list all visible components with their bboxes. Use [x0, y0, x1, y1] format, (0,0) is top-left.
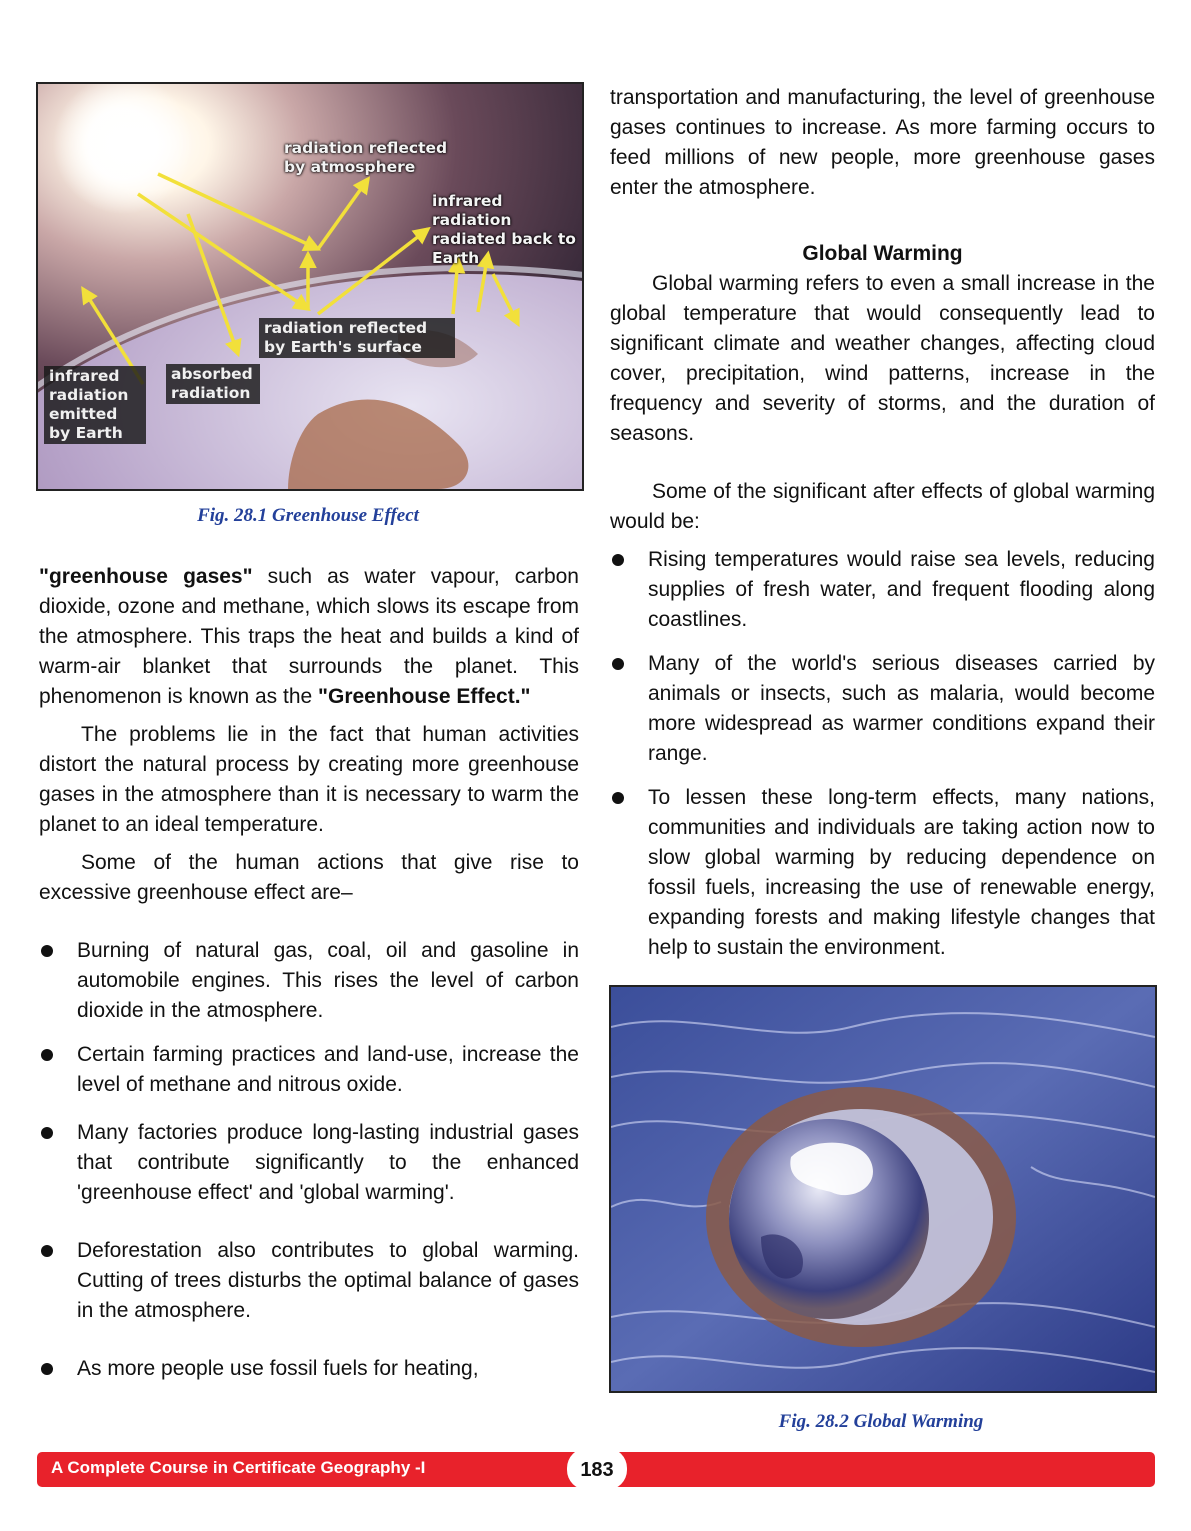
label-infrared-emitted: infrared radiation emitted by Earth — [44, 366, 146, 444]
figure-1-caption: Fig. 28.1 Greenhouse Effect — [197, 505, 419, 526]
list-item: Burning of natural gas, coal, oil and gasoline in automobile engines. This rises the level of carbon dioxide in the atmosphere. — [39, 936, 579, 1026]
page-footer — [37, 1452, 1155, 1487]
left-column — [39, 562, 579, 1384]
book-title: A Complete Course in Certificate Geography -I — [51, 1458, 426, 1477]
after-effects-intro: Some of the significant after effects of global warming would be: — [610, 480, 1155, 533]
human-actions-list — [39, 936, 579, 1384]
after-effects-list — [610, 545, 1155, 963]
label-absorbed-radiation: absorbed radiation — [166, 364, 260, 404]
human-activities-paragraph: The problems lie in the fact that human activities distort the natural process by creating more greenhouse gases in the atmosphere than it is necessary to warm the planet to an ideal temperature. — [39, 723, 579, 836]
page-number: 183 — [567, 1448, 627, 1490]
global-warming-definition: Global warming refers to even a small increase in the global temperature that would consequently lead to significant climate and weather changes, affecting cloud cover, precipitation, wind patterns, increase in the frequency and severity of storms, and the duration of seasons. — [610, 272, 1155, 445]
greenhouse-gases-text: such as water vapour, carbon dioxide, ozone and methane, which slows its escape from the atmosphere. This traps the heat and builds a kind of warm-air blanket that surrounds the planet. This phenomenon is known as the — [39, 565, 579, 708]
list-item: Deforestation also contributes to global warming. Cutting of trees disturbs the optimal balance of gases in the atmosphere. — [39, 1236, 579, 1326]
global-warming-figure — [609, 985, 1157, 1393]
list-item: Many factories produce long-lasting industrial gases that contribute significantly to the enhanced 'greenhouse effect' and 'global warming'. — [39, 1118, 579, 1208]
label-radiation-reflected-atmosphere: radiation reflected by atmosphere — [284, 139, 448, 176]
global-warming-illustration — [611, 987, 1155, 1391]
greenhouse-gases-term: "greenhouse gases" — [39, 565, 253, 588]
greenhouse-effect-term: "Greenhouse Effect." — [318, 685, 531, 708]
list-item: To lessen these long-term effects, many nations, communities and individuals are taking action now to slow global warming by reducing dependence on fossil fuels, increasing the use of renewable energy, expanding forests and making lifestyle changes that help to sustain the environment. — [610, 783, 1155, 963]
right-column — [610, 83, 1155, 963]
greenhouse-gases-paragraph — [39, 562, 579, 712]
human-actions-intro: Some of the human actions that give rise to excessive greenhouse effect are– — [39, 851, 579, 904]
figure-2-caption: Fig. 28.2 Global Warming — [778, 1411, 984, 1432]
continuation-paragraph: transportation and manufacturing, the level of greenhouse gases continues to increase. As more farming occurs to feed millions of new people, more greenhouse gases enter the atmosphere. — [610, 86, 1155, 199]
list-item: As more people use fossil fuels for heating, — [39, 1354, 579, 1384]
global-warming-heading: Global Warming — [802, 242, 963, 265]
label-radiation-reflected-surface: radiation reflected by Earth's surface — [259, 318, 455, 358]
list-item: Many of the world's serious diseases carried by animals or insects, such as malaria, would become more widespread as warmer conditions expand their range. — [610, 649, 1155, 769]
list-item: Certain farming practices and land-use, increase the level of methane and nitrous oxide. — [39, 1040, 579, 1100]
label-infrared-radiated-back: infrared radiation radiated back to Earth — [432, 192, 576, 267]
greenhouse-effect-figure — [36, 82, 584, 491]
list-item: Rising temperatures would raise sea levels, reducing supplies of fresh water, and frequent flooding along coastlines. — [610, 545, 1155, 635]
